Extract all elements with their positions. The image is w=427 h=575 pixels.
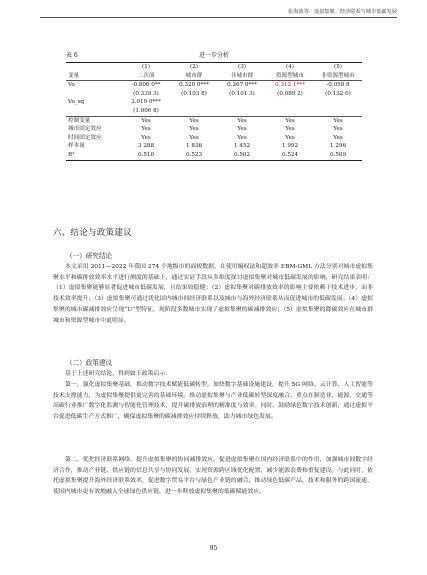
col-number: (4) bbox=[266, 63, 314, 72]
table-cell: Yes bbox=[141, 126, 151, 133]
table-cell: (0.103 8) bbox=[181, 90, 207, 97]
table-header-row-numbers bbox=[66, 63, 362, 72]
table-cell: 3 288 bbox=[137, 143, 154, 150]
col-name: 二次项 bbox=[137, 72, 155, 79]
table-cell: Yes bbox=[285, 126, 295, 133]
table-cell bbox=[314, 107, 362, 116]
table-cell: Yes bbox=[237, 134, 247, 141]
table-cell: (0.132 0) bbox=[325, 90, 351, 97]
row-label: 控制变量 bbox=[66, 116, 122, 125]
col-number: (3) bbox=[218, 63, 266, 72]
subsection-heading-policy: （二）政策建议 bbox=[66, 359, 113, 367]
page-number: 95 bbox=[209, 545, 218, 552]
table-cell: Yes bbox=[237, 126, 247, 133]
table-cell: 0.524 bbox=[266, 151, 314, 160]
table-title: 进一步分析 bbox=[198, 52, 229, 59]
table-cell: 1 296 bbox=[329, 143, 346, 150]
table-cell: Yes bbox=[333, 134, 343, 141]
table-row bbox=[66, 151, 362, 160]
table-row bbox=[66, 107, 362, 116]
row-label bbox=[66, 107, 122, 116]
col-name: 非资源型城市 bbox=[321, 72, 355, 79]
table-cell: 0.510 bbox=[122, 151, 170, 160]
table-row bbox=[66, 116, 362, 125]
table-cell: 0.523 bbox=[170, 151, 218, 160]
table-cell: -0.806 0** bbox=[122, 81, 170, 90]
table-cell: 0.509 bbox=[314, 151, 362, 160]
table-cell: 0.320 0*** bbox=[170, 81, 218, 90]
paragraph-conclusions: 本文采用 2011—2022 年我国 274 个地级市的面板数据，在使用熵权法和超效率 EBM-GML 方法分别对城市虚拟集聚水平和碳排放效率水平进行测度的基础上，通过实证手段从多维度探讨虚拟集聚对城市低碳发展的影响，研究结果表明：（1）虚拟集聚能够显著促进城市低碳发展，且结果较稳健；（2）虚拟集聚对碳排放效率的影响主要依赖于技术进步，而非技术效率提升；（3）虚拟集聚可通过优化国内城市间经济联系以及城市与海外经济联系从而促进城市的低碳发展；（4）虚拟集聚的城市碳减排效应呈现“U”型特征，现阶段多数城市实现了虚拟集聚的碳减排效应；（5）虚拟集聚的降碳效应在城市群城市和资源型城市中更明显。 bbox=[53, 264, 373, 324]
table-row bbox=[66, 134, 362, 143]
table-cell: Yes bbox=[170, 116, 218, 125]
col-name: 资源型城市 bbox=[276, 72, 304, 79]
table-cell bbox=[218, 107, 266, 116]
table-cell: Yes bbox=[122, 116, 170, 125]
table-cell: Yes bbox=[189, 126, 199, 133]
row-label: Vo bbox=[66, 81, 122, 90]
col-number: (2) bbox=[170, 63, 218, 72]
table-row bbox=[66, 125, 362, 134]
table-row bbox=[66, 142, 362, 151]
table-cell: Yes bbox=[266, 116, 314, 125]
paragraph-policy-first: 第一，强化虚拟集聚基础，推动数字技术赋能低碳转型。加快数字基础设施建设，提升 5G 网络、云计算、人工智能等技术支撑能力，为虚拟集聚提供更完善的基础环境。推动虚拟集聚与产业低碳转型深度融合，重点在制造业、能源、交通等高碳行业推广数字化监测与智能化管理技术，提升碳排放治理的精准度与效率。同时，鼓励绿色数字技术创新，通过虚拟平台促进低碳生产方式推广，确保虚拟集聚的碳减排效应持续释放，助力城市绿色发展。 bbox=[53, 382, 373, 421]
row-label: 时间固定效应 bbox=[68, 134, 102, 141]
table-cell: Yes bbox=[285, 134, 295, 141]
table-cell: -0.058 8 bbox=[314, 81, 362, 90]
table-cell: (1.006 8) bbox=[133, 107, 159, 114]
table-cell bbox=[218, 98, 266, 107]
col-name: 城市群 bbox=[185, 72, 203, 79]
table-cell: Yes bbox=[218, 116, 266, 125]
table-cell: 0.502 bbox=[218, 151, 266, 160]
col-number: (5) bbox=[314, 63, 362, 72]
row-label: R² bbox=[66, 151, 122, 160]
table-cell: (0.101 3) bbox=[229, 90, 255, 97]
row-label bbox=[66, 90, 122, 99]
col-name: 非城市群 bbox=[230, 72, 254, 79]
subsection-heading-conclusions: （一）研究结论 bbox=[66, 252, 113, 260]
table-cell bbox=[170, 107, 218, 116]
col-number: (1) bbox=[122, 63, 170, 72]
table-label: 表 6 bbox=[66, 52, 78, 59]
row-label: 样本量 bbox=[68, 143, 85, 150]
row-label: 城市固定效应 bbox=[68, 126, 102, 133]
regression-table-block bbox=[66, 52, 362, 161]
running-header: 张海波等：虚拟集聚、经济联系与城市低碳发展 bbox=[288, 9, 397, 15]
table-cell: Yes bbox=[314, 116, 362, 125]
table-cell: 3.019 0*** bbox=[131, 99, 161, 106]
table-cell: Yes bbox=[189, 134, 199, 141]
table-cell: 1 836 bbox=[185, 143, 202, 150]
table-cell bbox=[170, 98, 218, 107]
table-header-row-names bbox=[66, 72, 362, 81]
table-cell: Yes bbox=[141, 134, 151, 141]
table-cell: (0.339 3) bbox=[133, 90, 159, 97]
table-cell bbox=[266, 107, 314, 116]
table-cell: 0.267 0*** bbox=[218, 81, 266, 90]
table-cell bbox=[266, 98, 314, 107]
table-cell: Yes bbox=[333, 126, 343, 133]
table-row bbox=[66, 98, 362, 107]
table-cell: (0.089 2) bbox=[277, 90, 303, 97]
header-rule bbox=[40, 17, 397, 18]
regression-table bbox=[66, 62, 362, 161]
row-header: 变量 bbox=[68, 72, 80, 79]
section-heading: 六、结论与政策建议 bbox=[53, 227, 132, 237]
table-cell: 1 992 bbox=[281, 143, 298, 150]
paragraph-policy-intro: 基于上述研究结论，得到如下政策启示： bbox=[65, 371, 172, 377]
table-row bbox=[66, 90, 362, 99]
table-row bbox=[66, 81, 362, 90]
row-label: Vo_sq bbox=[68, 99, 85, 106]
table-cell bbox=[314, 98, 362, 107]
table-cell: 1 452 bbox=[233, 143, 250, 150]
table-cell: 0.312 1*** bbox=[266, 81, 314, 90]
paragraph-policy-second: 第二，优化经济联系网络，提升虚拟集聚的协同减排效应。促进虚拟集聚在国内经济联系中的作用，加强城市间数字经济合作，推动产业链、供应链的信息共享与协同发展，实现资源跨区域优化配置，减少能源浪费和重复建设。与此同时，依托虚拟集聚提升海外经济联系效率，促进数字贸易平台与绿色产业链的融合，推动绿色低碳产品、技术和服务的跨国流通，使国内城市更有效地融入全球绿色供应链，进一步释放虚拟集聚的低碳赋能效应。 bbox=[53, 457, 373, 496]
